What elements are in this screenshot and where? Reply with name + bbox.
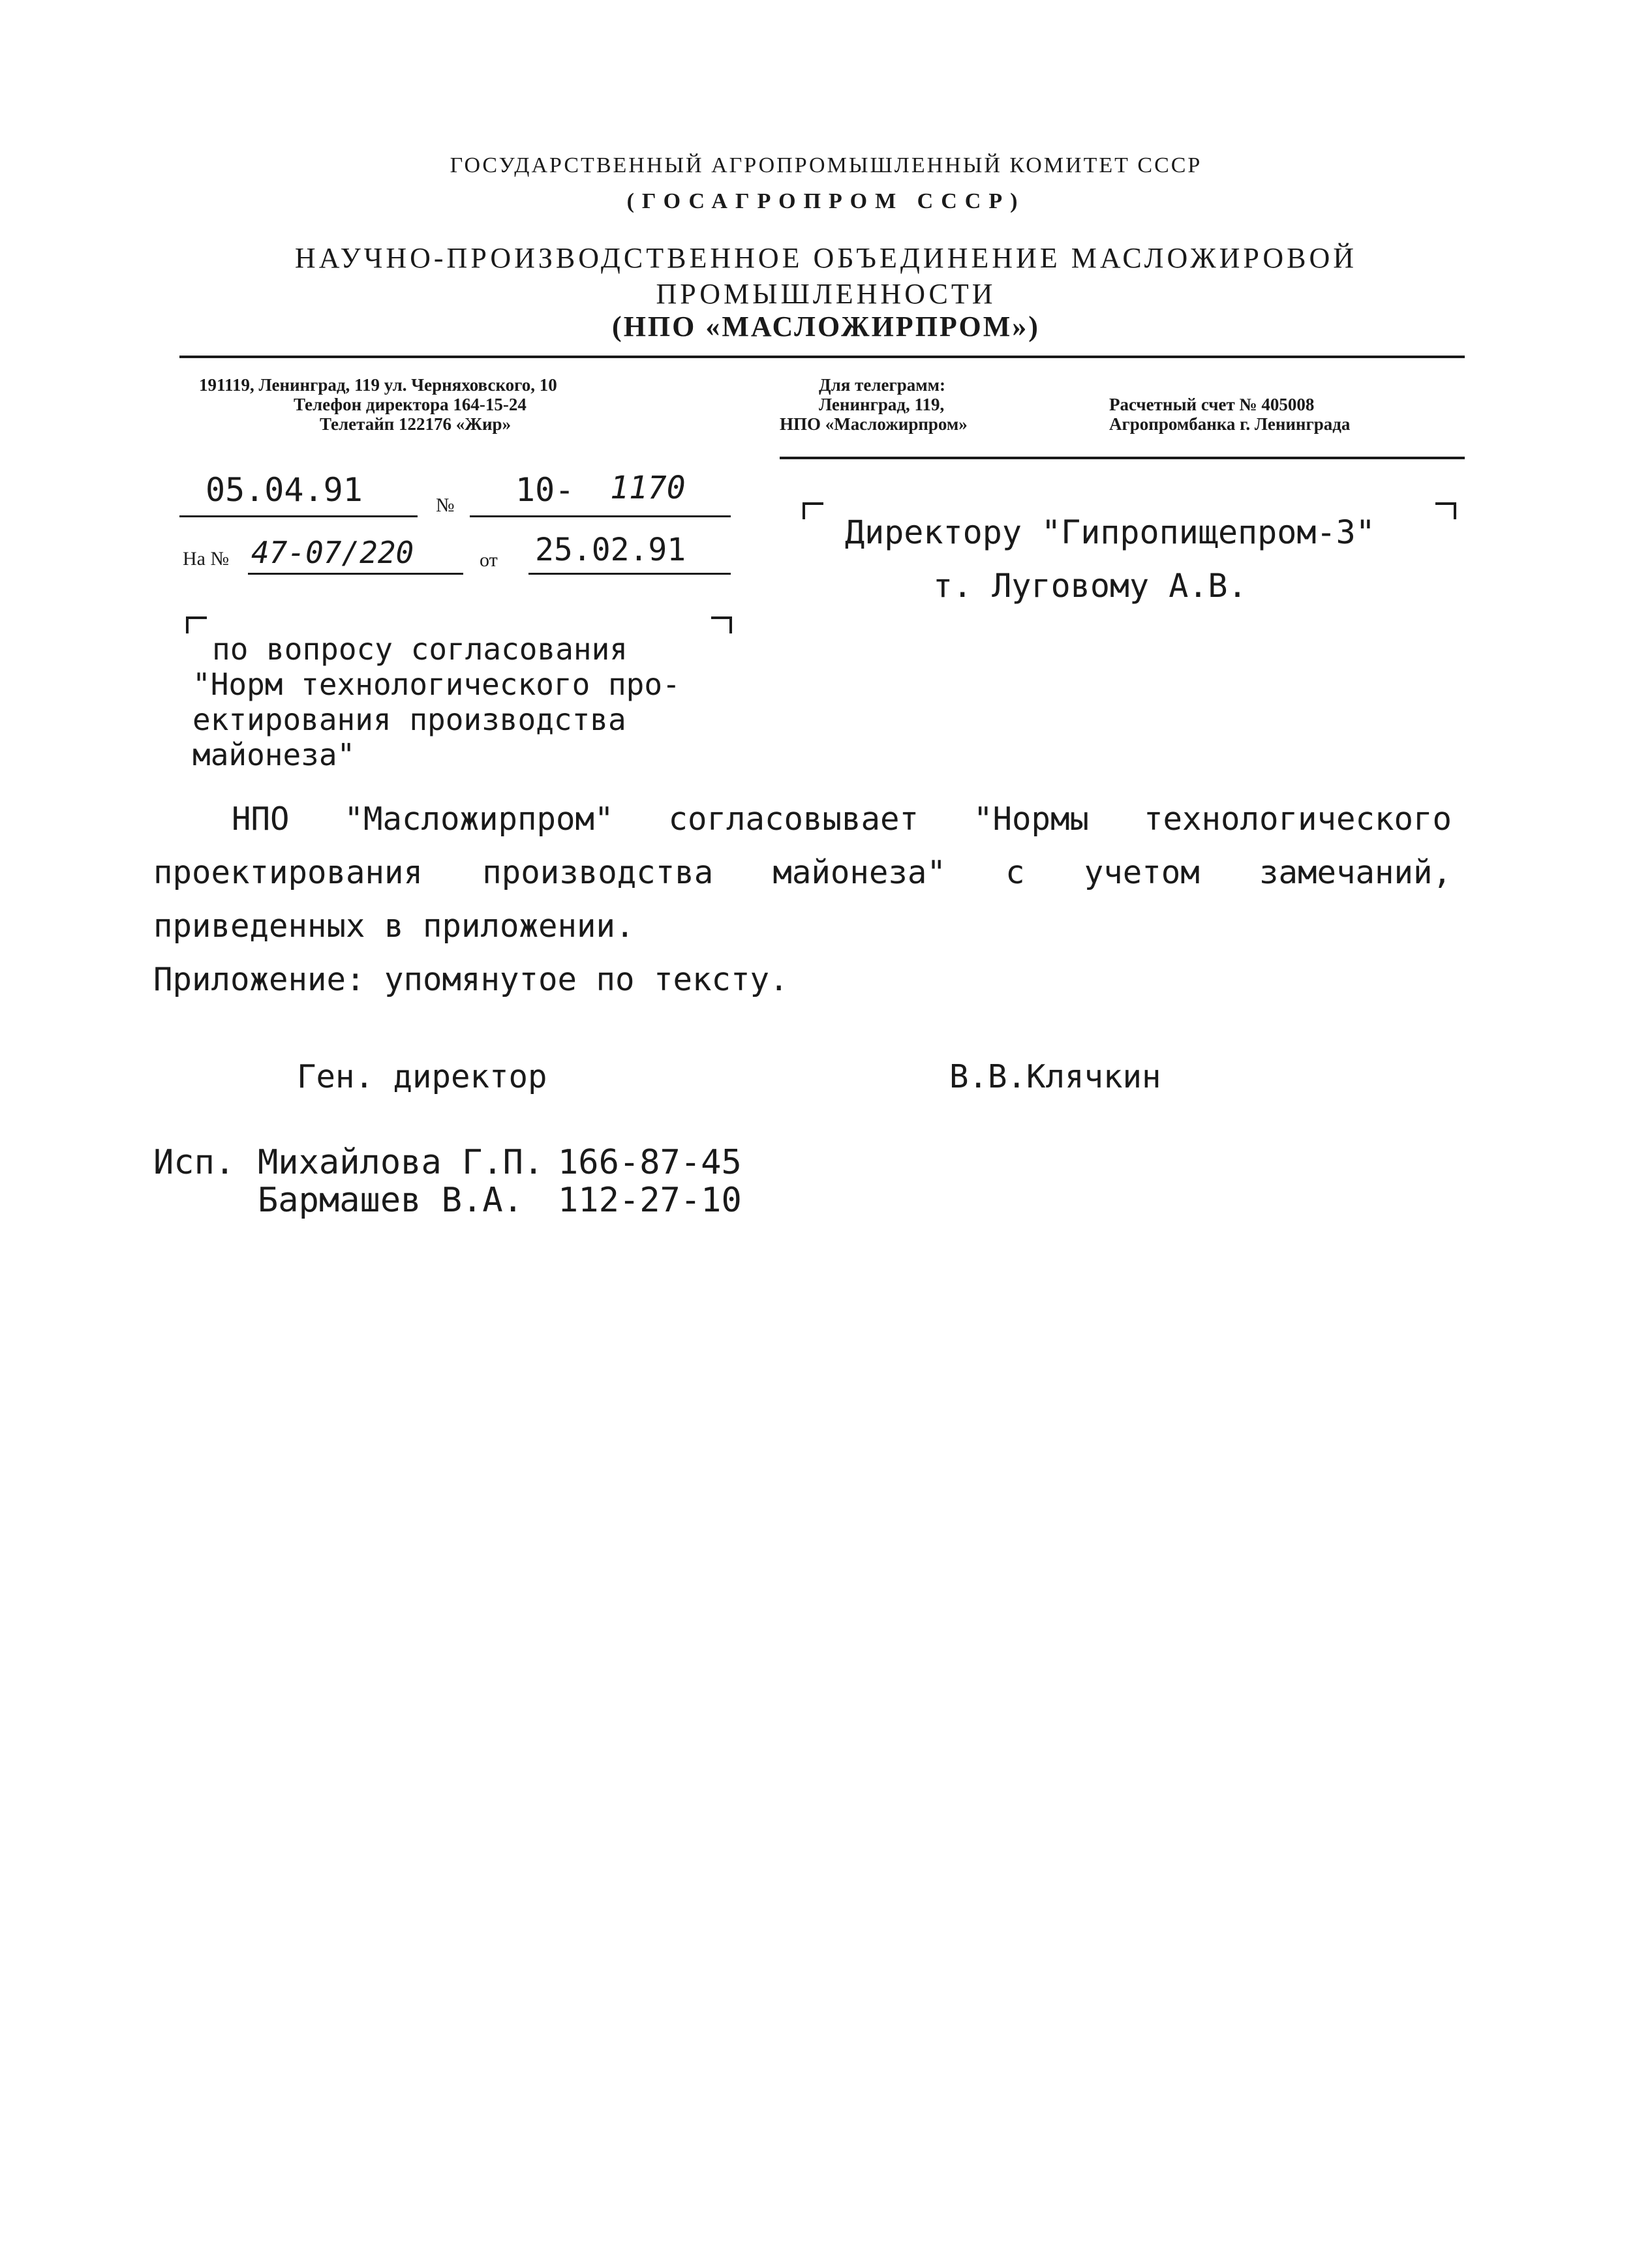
- subject-line-4: майонеза": [192, 737, 356, 772]
- org-teletype: Телетайп 122176 «Жир»: [320, 414, 512, 434]
- telegram-org: НПО «Масложирпром»: [780, 414, 968, 434]
- reply-date: 25.02.91: [535, 532, 686, 568]
- ministry-abbreviation: (ГОСАГРОПРОМ СССР): [626, 189, 1026, 213]
- letter-number-handwritten: 1170: [610, 470, 686, 506]
- executor-1-phone: 166-87-45: [558, 1143, 742, 1182]
- letter-number: 10-: [515, 471, 575, 509]
- body-paragraph: НПО "Масложирпром" согласовывает "Нормы технологического проектирования производства майонеза" с учетом замечаний, приведенных в приложении.: [153, 800, 1452, 945]
- telegram-label: Для телеграмм:: [819, 375, 946, 395]
- reply-number-underline: [248, 573, 463, 575]
- addressee-position: Директору "Гипропищепром-3": [845, 513, 1375, 551]
- addressee-name: т. Луговому А.В.: [933, 567, 1247, 605]
- reply-number: 47-07/220: [251, 535, 414, 570]
- executor-2-name: Бармашев В.А.: [258, 1181, 523, 1220]
- telegram-city: Ленинград, 119,: [819, 395, 945, 414]
- date-underline: [179, 515, 418, 517]
- addressee-corner-left: [803, 502, 823, 519]
- reply-number-label: На №: [183, 548, 230, 570]
- executor-2-phone: 112-27-10: [558, 1181, 742, 1220]
- org-phone: Телефон директора 164-15-24: [294, 395, 527, 414]
- letter-date: 05.04.91: [206, 471, 363, 509]
- organization-name-line1: НАУЧНО-ПРОИЗВОДСТВЕННОЕ ОБЪЕДИНЕНИЕ МАСЛОЖИРОВОЙ: [294, 242, 1358, 274]
- addressee-corner-right: [1435, 502, 1456, 519]
- org-address: 191119, Ленинград, 119 ул. Черняховского, 10: [199, 375, 557, 395]
- signatory-name: В.В.Клячкин: [949, 1058, 1161, 1095]
- subject-line-1: по вопросу согласования: [212, 631, 628, 667]
- subject-line-2: "Норм технологического про-: [192, 667, 681, 702]
- reply-date-underline: [528, 573, 731, 575]
- signatory-position: Ген. директор: [297, 1058, 547, 1095]
- letterhead-bottom-rule: [780, 457, 1465, 459]
- executors-label: Исп.: [153, 1143, 236, 1182]
- bank-name: Агропромбанка г. Ленинграда: [1109, 414, 1351, 434]
- attachment-note: Приложение: упомянутое по тексту.: [153, 961, 789, 998]
- organization-name-line2: ПРОМЫШЛЕННОСТИ: [656, 278, 996, 310]
- letterhead-top-rule: [179, 356, 1465, 358]
- ministry-name: ГОСУДАРСТВЕННЫЙ АГРОПРОМЫШЛЕННЫЙ КОМИТЕТ СССР: [450, 153, 1202, 177]
- organization-abbreviation: (НПО «МАСЛОЖИРПРОМ»): [612, 311, 1040, 342]
- subject-corner-left: [186, 616, 207, 633]
- subject-line-3: ектирования производства: [192, 702, 626, 737]
- executor-1-name: Михайлова Г.П.: [258, 1143, 544, 1182]
- subject-corner-right: [711, 616, 732, 633]
- number-underline: [470, 515, 731, 517]
- number-label: №: [436, 494, 455, 516]
- reply-date-label: от: [480, 549, 498, 571]
- bank-account: Расчетный счет № 405008: [1109, 395, 1315, 414]
